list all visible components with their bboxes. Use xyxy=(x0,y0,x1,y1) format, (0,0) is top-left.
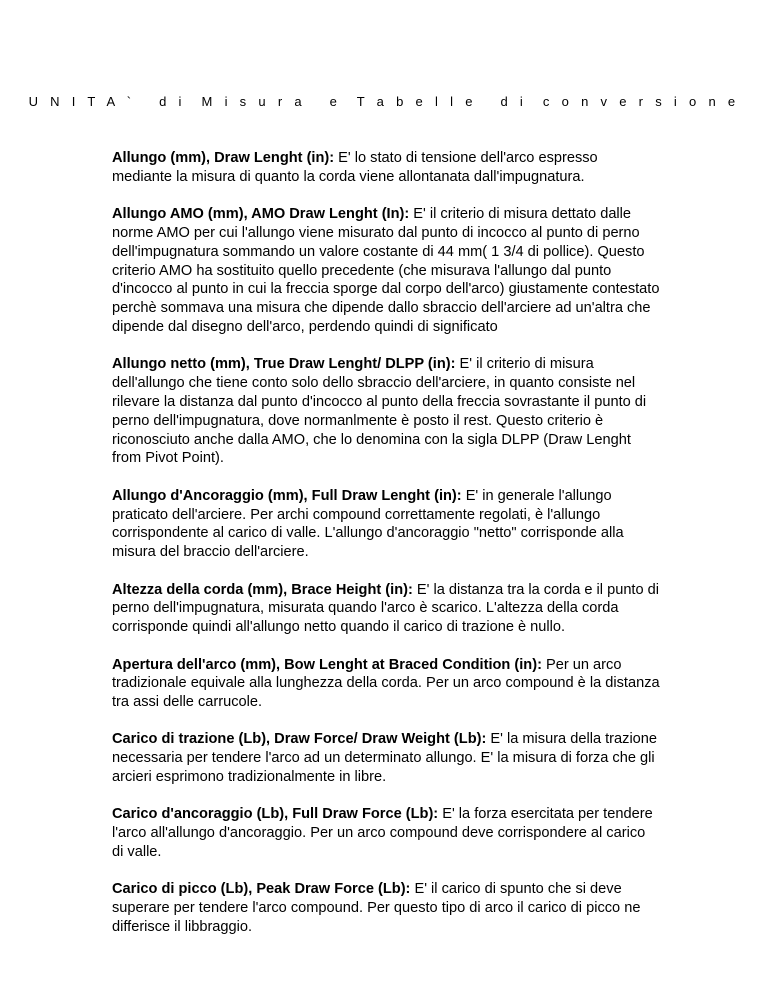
definition-text: E' il carico di spunto che si deve superare per tendere l'arco compound. Per questo tipo di arco il carico di picco ne differisce il libbraggio. xyxy=(112,881,641,936)
term-label: Allungo d'Ancoraggio (mm), Full Draw Lenght (in): xyxy=(112,487,462,504)
definition-entry xyxy=(112,730,660,786)
definition-text: E' lo stato di tensione dell'arco espresso mediante la misura di quanto la corda viene allontanata dall'impugnatura. xyxy=(112,150,598,185)
term-label: Apertura dell'arco (mm), Bow Lenght at Braced Condition (in): xyxy=(112,656,542,673)
definition-entry xyxy=(112,656,660,712)
term-label: Carico d'ancoraggio (Lb), Full Draw Force (Lb): xyxy=(112,806,439,823)
definition-text: E' il criterio di misura dettato dalle norme AMO per cui l'allungo viene misurato dal punto di incocco al punto di perno dell'impugnatura sommando un valore costante di 44 mm( 1 3/4 di pollice). Questo criterio AMO ha sostituito quello precedente (che misurava l'allungo dal punto d'incocco al punto in cui la freccia sporge dal corpo dell'arco) giustamente contestato perchè sommava una misura che dipende dallo sbraccio dell'arciere ad un'altra che dipende dal disegno dell'arco, perdendo quindi di significato xyxy=(112,206,660,335)
definitions-list xyxy=(112,149,660,955)
definition-entry xyxy=(112,355,660,468)
definition-text: Per un arco tradizionale equivale alla lunghezza della corda. Per un arco compound è la distanza tra assi delle carrucole. xyxy=(112,656,660,711)
term-label: Carico di picco (Lb), Peak Draw Force (Lb): xyxy=(112,881,411,898)
term-label: Allungo netto (mm), True Draw Lenght/ DLPP (in): xyxy=(112,356,456,373)
definition-text: E' in generale l'allungo praticato dell'arciere. Per archi compound correttamente regolati, è l'allungo corrispondente al carico di valle. L'allungo d'ancoraggio "netto" corrisponde alla misura del braccio dell'arciere. xyxy=(112,487,624,561)
definition-entry xyxy=(112,205,660,337)
definition-text: E' la misura della trazione necessaria per tendere l'arco ad un determinato allungo. E' la misura di forza che gli arcieri esprimono tradizionalmente in libre. xyxy=(112,731,658,786)
definition-entry xyxy=(112,880,660,936)
definition-entry xyxy=(112,581,660,637)
definition-entry xyxy=(112,805,660,861)
term-label: Allungo AMO (mm), AMO Draw Lenght (In): xyxy=(112,206,410,223)
term-label: Allungo (mm), Draw Lenght (in): xyxy=(112,150,335,166)
definition-text: E' la forza esercitata per tendere l'arco all'allungo d'ancoraggio. Per un arco compound deve corrispondere al carico di valle. xyxy=(112,806,653,861)
term-label: Carico di trazione (Lb), Draw Force/ Draw Weight (Lb): xyxy=(112,731,487,748)
term-label: Altezza della corda (mm), Brace Height (in): xyxy=(112,581,413,598)
definition-entry xyxy=(112,487,660,562)
definition-text: E' la distanza tra la corda e il punto di perno dell'impugnatura, misurata quando l'arco è scarico. L'altezza della corda corrisponde quindi all'allungo netto quando il carico di trazione è nullo. xyxy=(112,581,660,636)
definition-entry xyxy=(112,149,660,187)
document-title: U N I T A ` d i M i s u r a e T a b e l l e d i c o n v e r s i o n e xyxy=(28,94,740,109)
definition-text: E' il criterio di misura dell'allungo che tiene conto solo dello sbraccio dell'arciere, in quanto consiste nel rilevare la distanza dal punto d'incocco al punto della freccia sovrastante il punto di perno dell'impugnatura, dove normanlmente è posto il rest. Questo criterio è riconosciuto anche dalla AMO, che lo denomina con la sigla DLPP (Draw Lenght from Pivot Point). xyxy=(112,356,647,467)
